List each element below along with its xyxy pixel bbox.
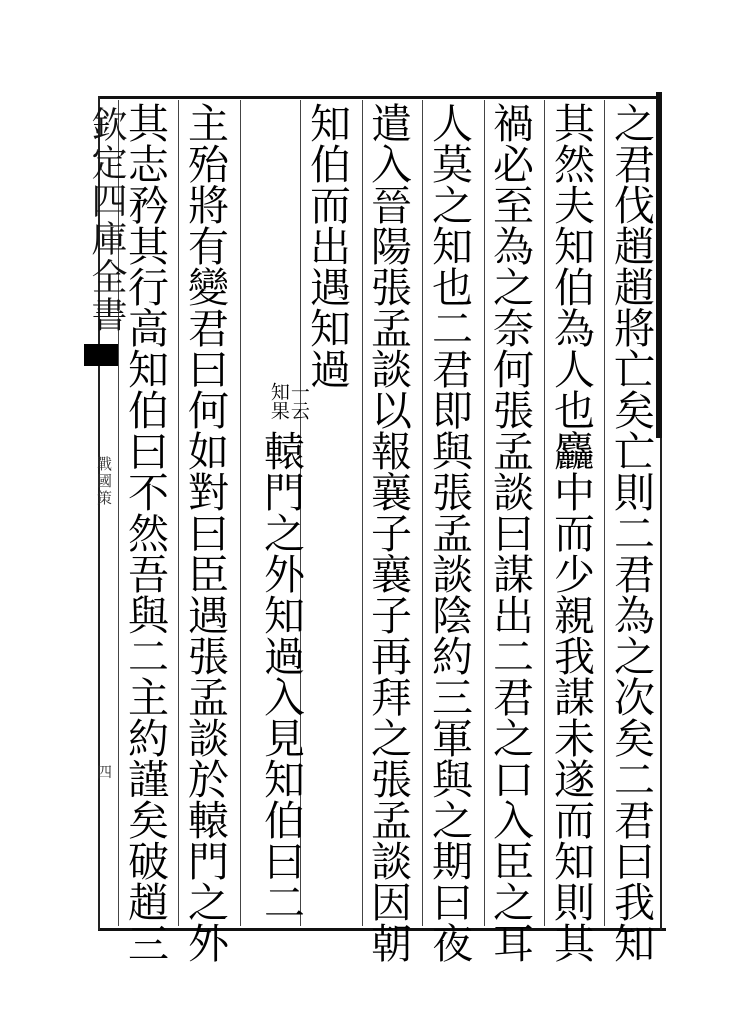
frame-right-border — [656, 92, 662, 438]
column-rule — [178, 100, 179, 926]
text-column-5: 遣入晉陽張孟談以報襄子襄子再拜之張孟談因朝 — [364, 102, 412, 963]
text-column-3: 禍必至為之奈何張孟談曰謀出二君之口入臣之耳 — [486, 102, 534, 963]
text-column-6a: 知伯而出遇知過 — [303, 102, 351, 389]
header-black-mark — [84, 344, 118, 366]
frame-top-border — [98, 96, 660, 99]
text-column-6b: 轅門之外知過入見知伯曰二 — [257, 430, 305, 922]
annotation-line-a: 一云 — [287, 382, 310, 420]
column-rule — [422, 100, 423, 926]
column-rule — [362, 100, 363, 926]
text-column-1: 之君伐趙趙將亡矣亡則二君為之次矣二君曰我知 — [607, 102, 655, 963]
book-name: 戰國策 — [95, 456, 113, 507]
column-rule — [240, 100, 241, 926]
text-column-2: 其然夫知伯為人也麤中而少親我謀未遂而知則其 — [547, 102, 595, 963]
annotation-line-b: 知果 — [267, 382, 290, 420]
column-rule — [604, 100, 605, 926]
text-column-7: 主殆將有變君曰何如對曰臣遇張孟談於轅門之外 — [181, 102, 229, 963]
book-header-title: 欽定四庫全書 — [86, 106, 127, 334]
column-rule — [484, 100, 485, 926]
text-column-4: 人莫之知也二君即與張孟談陰約三軍與之期曰夜 — [425, 102, 473, 963]
column-rule — [544, 100, 545, 926]
frame-right-border-lower — [660, 438, 662, 930]
text-column-8: 其志矜其行高知伯曰不然吾與二主約謹矣破趙三 — [121, 102, 169, 963]
page-number: 四 — [95, 764, 113, 779]
